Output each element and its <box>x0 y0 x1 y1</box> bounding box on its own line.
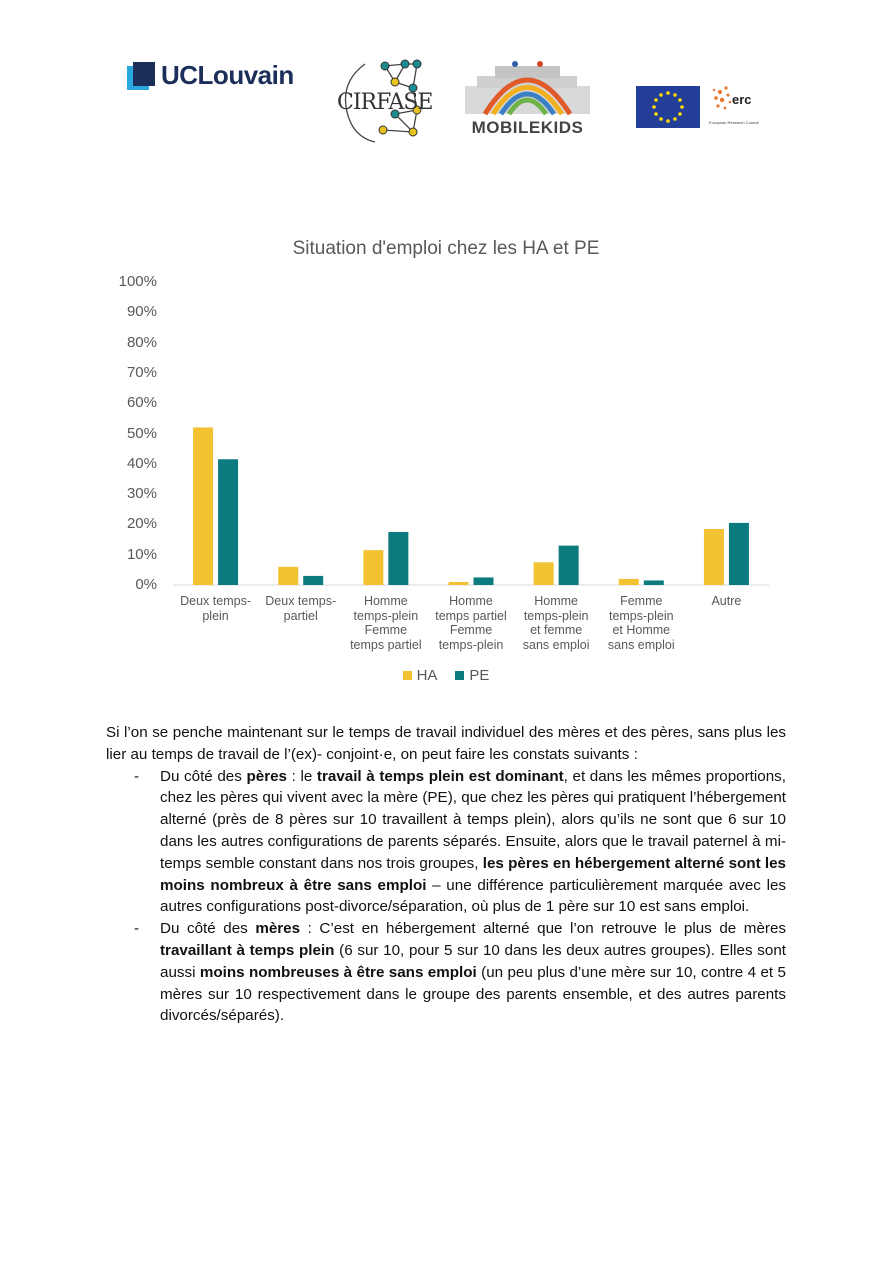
x-category-line: sans emploi <box>522 637 590 652</box>
x-category-line: temps-plein <box>523 608 589 623</box>
item2-text-3: (6 sur 10, pour 5 sur 10 dans les deux autres groupes). Elles sont aussi <box>160 941 786 981</box>
x-category-line: Femme <box>620 594 663 608</box>
x-category-label <box>683 594 769 609</box>
y-tick-label: 30% <box>126 485 157 503</box>
chart-title: Situation d'emploi chez les HA et PE <box>292 238 600 259</box>
x-category-line: sans emploi <box>607 637 675 652</box>
bar-ha-7 <box>704 529 724 585</box>
item2-bold-1: mères <box>255 920 301 938</box>
x-category-line: Deux temps- <box>265 594 337 608</box>
y-tick-label: 40% <box>126 454 157 472</box>
item2-bold-3: moins nombreuses à être sans emploi <box>199 963 477 981</box>
list-item-fathers <box>106 766 786 919</box>
y-tick-label: 100% <box>118 273 157 290</box>
erc-logo-text: erc <box>732 92 752 107</box>
x-category-line: Homme <box>449 594 493 608</box>
x-category-line: Deux temps- <box>180 594 251 608</box>
legend-label: HA <box>416 667 438 684</box>
x-category-line: et Homme <box>612 623 671 637</box>
bar-pe-2 <box>303 576 323 585</box>
intro-paragraph: Si l’on se penche maintenant sur le temps de travail individuel des mères et des pères, sans plus les lier au temps de travail de l’(ex)- conjoint·e, on peut faire les constats suivants : <box>106 724 786 763</box>
x-category-line: temps-plein <box>608 608 674 623</box>
x-category-line: Homme <box>363 594 408 608</box>
y-tick-label: 90% <box>126 303 157 321</box>
item2-text-2: : C’est en hébergement alterné que l’on retrouve le plus de mères <box>300 920 786 938</box>
x-category-line: temps partiel <box>350 637 422 652</box>
y-tick-label: 80% <box>126 333 157 351</box>
item1-text-2: : le <box>287 767 317 785</box>
y-tick-label: 20% <box>126 515 157 533</box>
body-text <box>106 722 786 1027</box>
x-category-line: Homme <box>534 594 579 608</box>
legend-swatch <box>403 671 412 680</box>
legend-item-pe <box>455 667 489 684</box>
list-item-mothers <box>106 918 786 1027</box>
x-category-line: temps-plein <box>353 608 419 623</box>
bar-pe-1 <box>218 459 238 585</box>
x-category-label <box>598 594 684 652</box>
bar-pe-5 <box>559 546 579 585</box>
x-category-label <box>513 594 599 652</box>
legend-swatch <box>455 671 464 680</box>
bar-ha-4 <box>449 582 469 585</box>
bar-ha-2 <box>278 567 298 585</box>
x-category-line: temps-plein <box>438 637 504 652</box>
bar-pe-6 <box>644 580 664 585</box>
item1-text-4: – une différence particulièrement marquée avec les autres configurations post-divorce/séparation, où plus de 1 père sur 10 est sans emploi. <box>160 876 786 916</box>
bar-chart-plot <box>0 0 892 600</box>
x-category-label <box>173 594 259 623</box>
item1-text-3: , et dans les mêmes proportions, chez les pères qui vivent avec la mère (PE), que chez les pères qui pratiquent l’hébergement alterné (près de 8 pères sur 10 travaillent à temps plein), alors qu’ils ne sont que 6 sur 10 dans les autres configurations de parents séparés. Ensuite, alors que le travail paternel à mi-temps semble constant dans nos trois groupes, <box>160 767 786 872</box>
legend-item-ha <box>403 667 438 684</box>
x-category-label <box>258 594 344 623</box>
list-dash: - <box>134 767 140 785</box>
list-dash: - <box>134 920 140 938</box>
y-tick-label: 10% <box>126 545 157 563</box>
x-category-label <box>428 594 514 652</box>
item2-bold-2: travaillant à temps plein <box>160 941 335 959</box>
x-category-line: plein <box>202 608 229 623</box>
bar-ha-5 <box>534 562 554 585</box>
item2-text-1: Du côté des <box>160 920 256 938</box>
y-tick-label: 60% <box>126 394 157 412</box>
item1-bold-3: les pères en hébergement alterné sont les moins nombreux à être sans emploi <box>160 854 786 894</box>
y-tick-label: 50% <box>126 424 157 442</box>
mobilekids-logo-text: MOBILEKIDS <box>471 118 584 137</box>
bar-ha-3 <box>363 550 383 585</box>
item1-bold-1: pères <box>246 767 287 785</box>
chart-legend <box>0 667 892 684</box>
bar-ha-6 <box>619 579 639 585</box>
bar-ha-1 <box>193 427 213 585</box>
x-category-line: Autre <box>711 594 742 608</box>
bar-pe-3 <box>388 532 408 585</box>
legend-label: PE <box>469 667 490 684</box>
x-category-line: temps partiel <box>435 608 507 623</box>
x-category-line: partiel <box>283 608 318 623</box>
bar-pe-4 <box>474 577 494 585</box>
bar-pe-7 <box>729 523 749 585</box>
item2-text-4: (un peu plus d’une mère sur 10, contre 4 et 5 mères sur 10 respectivement dans le groupe des parents ensemble, et des autres parents divorcés/séparés). <box>160 963 786 1025</box>
cirfase-logo-text: CIRFASE <box>337 90 433 115</box>
item1-bold-2: travail à temps plein est dominant <box>316 767 564 785</box>
erc-logo-subtitle: European Research Council <box>709 120 760 125</box>
x-category-line: et femme <box>530 623 583 637</box>
x-category-line: Femme <box>449 623 493 637</box>
uclouvain-logo-text: UCLouvain <box>161 60 294 90</box>
x-category-label <box>343 594 429 652</box>
x-category-line: Femme <box>364 623 408 637</box>
y-tick-label: 70% <box>126 363 157 381</box>
item1-text-1: Du côté des <box>160 767 247 785</box>
y-tick-label: 0% <box>135 576 157 593</box>
